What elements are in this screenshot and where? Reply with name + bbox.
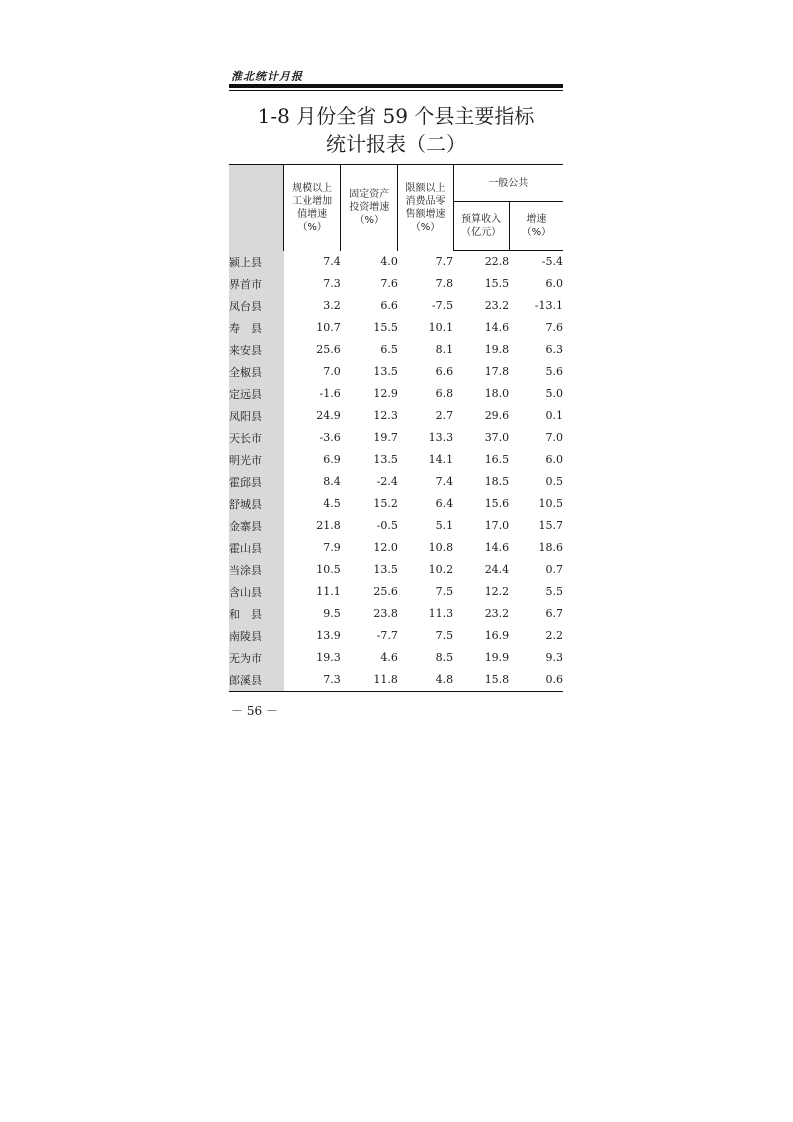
cell-retail: 11.3 — [428, 607, 454, 620]
cell-growth: 7.6 — [545, 321, 563, 334]
county-name: 含山县 — [229, 581, 284, 603]
cell-growth: 5.6 — [545, 365, 563, 378]
cell-investment: 11.8 — [341, 669, 398, 692]
col-header-industry — [284, 165, 341, 251]
table-row — [229, 273, 563, 295]
cell-retail: 13.3 — [428, 431, 454, 444]
cell-industry: 7.3 — [323, 277, 341, 290]
cell-growth: 5.5 — [545, 585, 563, 598]
col-header-retail-label: 限额以上 消费品零 售额增速 （%） — [405, 182, 446, 233]
cell-revenue: 15.8 — [453, 669, 509, 692]
cell-revenue: 29.6 — [484, 409, 510, 422]
table-row — [229, 383, 563, 405]
cell-retail: 10.1 — [428, 321, 454, 334]
cell-industry: 4.5 — [323, 497, 341, 510]
cell-retail: 10.2 — [428, 563, 454, 576]
table-row — [229, 427, 563, 449]
cell-revenue: 15.6 — [484, 497, 510, 510]
cell-retail: 6.4 — [435, 497, 454, 510]
cell-industry: 7.4 — [323, 255, 341, 268]
table-row — [229, 537, 563, 559]
cell-industry: 21.8 — [316, 519, 341, 532]
cell-revenue: 17.0 — [484, 519, 510, 532]
county-name: 舒城县 — [229, 493, 284, 515]
cell-investment: 13.5 — [373, 453, 398, 466]
cell-industry: 19.3 — [316, 651, 341, 664]
table-row — [229, 559, 563, 581]
county-name: 全椒县 — [229, 361, 284, 383]
cell-revenue: 19.8 — [484, 343, 510, 356]
cell-growth: 7.0 — [545, 431, 563, 444]
county-name: 明光市 — [229, 449, 284, 471]
cell-retail: 7.4 — [435, 475, 454, 488]
county-name: 界首市 — [229, 273, 284, 295]
cell-investment: 12.0 — [373, 541, 398, 554]
cell-growth: 10.5 — [538, 497, 563, 510]
cell-revenue: 12.2 — [484, 585, 510, 598]
cell-retail: 6.8 — [435, 387, 454, 400]
table-row — [229, 339, 563, 361]
table-row — [229, 515, 563, 537]
table-row — [229, 625, 563, 647]
cell-retail: 14.1 — [428, 453, 454, 466]
county-name: 霍山县 — [229, 537, 284, 559]
cell-growth: 2.2 — [545, 629, 563, 642]
cell-growth: 6.0 — [545, 453, 563, 466]
col-header-revenue-growth-label: 增速 （%） — [521, 214, 552, 238]
cell-investment: 23.8 — [373, 607, 398, 620]
cell-retail: 8.5 — [435, 651, 454, 664]
cell-investment: 13.5 — [373, 365, 398, 378]
cell-revenue: 17.8 — [484, 365, 510, 378]
table-row — [229, 295, 563, 317]
table-row — [229, 405, 563, 427]
cell-revenue: 19.9 — [484, 651, 510, 664]
table-row — [229, 603, 563, 625]
county-name: 当涂县 — [229, 559, 284, 581]
cell-industry: 7.0 — [323, 365, 341, 378]
header-rule-thin — [229, 90, 563, 91]
cell-industry: -3.6 — [319, 431, 341, 444]
county-name: 凤台县 — [229, 295, 284, 317]
cell-investment: 13.5 — [373, 563, 398, 576]
cell-investment: 25.6 — [373, 585, 398, 598]
cell-retail: 7.5 — [435, 629, 454, 642]
cell-revenue: 24.4 — [484, 563, 510, 576]
county-name: 霍邱县 — [229, 471, 284, 493]
cell-retail: 8.1 — [435, 343, 454, 356]
cell-industry: 10.7 — [316, 321, 341, 334]
cell-growth: 5.0 — [545, 387, 563, 400]
cell-investment: 19.7 — [373, 431, 398, 444]
cell-retail: 7.8 — [435, 277, 454, 290]
county-name: 和 县 — [229, 603, 284, 625]
cell-retail: -7.5 — [431, 299, 454, 312]
cell-investment: 15.5 — [373, 321, 398, 334]
cell-retail: 7.7 — [435, 255, 454, 268]
table-row — [229, 647, 563, 669]
county-name: 凤阳县 — [229, 405, 284, 427]
col-header-revenue-group — [453, 165, 563, 202]
county-name: 郎溪县 — [229, 669, 284, 692]
county-name: 寿 县 — [229, 317, 284, 339]
cell-revenue: 18.5 — [484, 475, 510, 488]
table-row — [229, 449, 563, 471]
cell-industry: 24.9 — [316, 409, 341, 422]
cell-industry: 8.4 — [323, 475, 341, 488]
cell-retail: 5.1 — [435, 519, 454, 532]
cell-investment: 6.5 — [380, 343, 398, 356]
table-row — [229, 493, 563, 515]
cell-revenue: 23.2 — [484, 607, 510, 620]
corner-cell — [229, 165, 284, 251]
cell-industry: 6.9 — [323, 453, 341, 466]
cell-growth: 15.7 — [538, 519, 563, 532]
county-name: 定远县 — [229, 383, 284, 405]
cell-revenue: 22.8 — [484, 255, 510, 269]
cell-industry: 7.9 — [323, 541, 341, 554]
cell-growth: 0.6 — [509, 669, 563, 692]
cell-growth: 6.3 — [545, 343, 563, 356]
cell-growth: -5.4 — [541, 255, 563, 269]
cell-growth: 18.6 — [538, 541, 563, 554]
cell-industry: 13.9 — [316, 629, 341, 642]
page-title: 1-8 月份全省 59 个县主要指标 — [257, 104, 535, 128]
col-header-retail — [398, 165, 453, 251]
table-row — [229, 669, 563, 692]
cell-revenue: 16.9 — [484, 629, 510, 642]
county-name: 南陵县 — [229, 625, 284, 647]
cell-revenue: 14.6 — [484, 321, 510, 334]
cell-revenue: 18.0 — [484, 387, 510, 400]
cell-retail: 6.6 — [435, 365, 454, 378]
cell-investment: 6.6 — [380, 299, 398, 312]
cell-retail: 2.7 — [435, 409, 454, 422]
cell-retail: 4.8 — [398, 669, 453, 692]
col-header-industry-label: 规模以上 工业增加 值增速 （%） — [292, 182, 333, 233]
cell-retail: 7.5 — [435, 585, 454, 598]
page-number: － 56 － — [231, 704, 278, 718]
cell-retail: 10.8 — [428, 541, 454, 554]
table-row — [229, 317, 563, 339]
county-name: 无为市 — [229, 647, 284, 669]
cell-revenue: 14.6 — [484, 541, 510, 554]
cell-investment: 12.9 — [373, 387, 398, 400]
cell-industry: -1.6 — [319, 387, 341, 400]
table-row — [229, 471, 563, 493]
cell-industry: 9.5 — [323, 607, 341, 620]
cell-growth: 6.0 — [545, 277, 563, 290]
journal-title: 淮北统计月报 — [231, 70, 303, 83]
col-header-investment-label: 固定资产 投资增速 （%） — [349, 189, 390, 227]
cell-industry: 7.3 — [284, 669, 341, 692]
col-header-revenue-growth — [509, 202, 563, 251]
table-body — [229, 251, 563, 692]
col-header-investment — [341, 165, 398, 251]
cell-investment: -7.7 — [376, 629, 398, 642]
cell-growth: 0.1 — [545, 409, 563, 422]
table-row — [229, 361, 563, 383]
table-row — [229, 581, 563, 603]
cell-investment: -2.4 — [376, 475, 398, 488]
cell-growth: 0.7 — [545, 563, 563, 576]
county-name: 金寨县 — [229, 515, 284, 537]
cell-growth: 6.7 — [545, 607, 563, 620]
county-name: 颍上县 — [229, 251, 284, 273]
cell-industry: 3.2 — [323, 299, 341, 312]
cell-revenue: 37.0 — [484, 431, 510, 444]
col-header-revenue-group-label: 一般公共 — [488, 177, 529, 189]
col-header-revenue-label: 预算收入 （亿元） — [461, 214, 502, 238]
cell-investment: 4.0 — [380, 255, 398, 268]
cell-growth: -13.1 — [534, 299, 563, 312]
table-row — [229, 251, 563, 273]
header-rule — [229, 84, 563, 88]
cell-investment: 4.6 — [380, 651, 398, 664]
cell-revenue: 23.2 — [484, 299, 510, 312]
cell-industry: 25.6 — [316, 343, 341, 356]
county-name: 来安县 — [229, 339, 284, 361]
cell-industry: 11.1 — [316, 585, 341, 598]
page-subtitle: 统计报表（二） — [326, 132, 466, 156]
cell-investment: 7.6 — [380, 277, 398, 290]
cell-growth: 9.3 — [545, 651, 563, 664]
cell-investment: 12.3 — [373, 409, 398, 422]
cell-revenue: 15.5 — [484, 277, 510, 290]
col-header-revenue — [453, 202, 509, 251]
cell-industry: 10.5 — [316, 563, 341, 576]
stats-table — [229, 164, 563, 692]
cell-growth: 0.5 — [545, 475, 563, 488]
county-name: 天长市 — [229, 427, 284, 449]
cell-investment: 15.2 — [373, 497, 398, 510]
cell-revenue: 16.5 — [484, 453, 510, 466]
cell-investment: -0.5 — [376, 519, 398, 532]
